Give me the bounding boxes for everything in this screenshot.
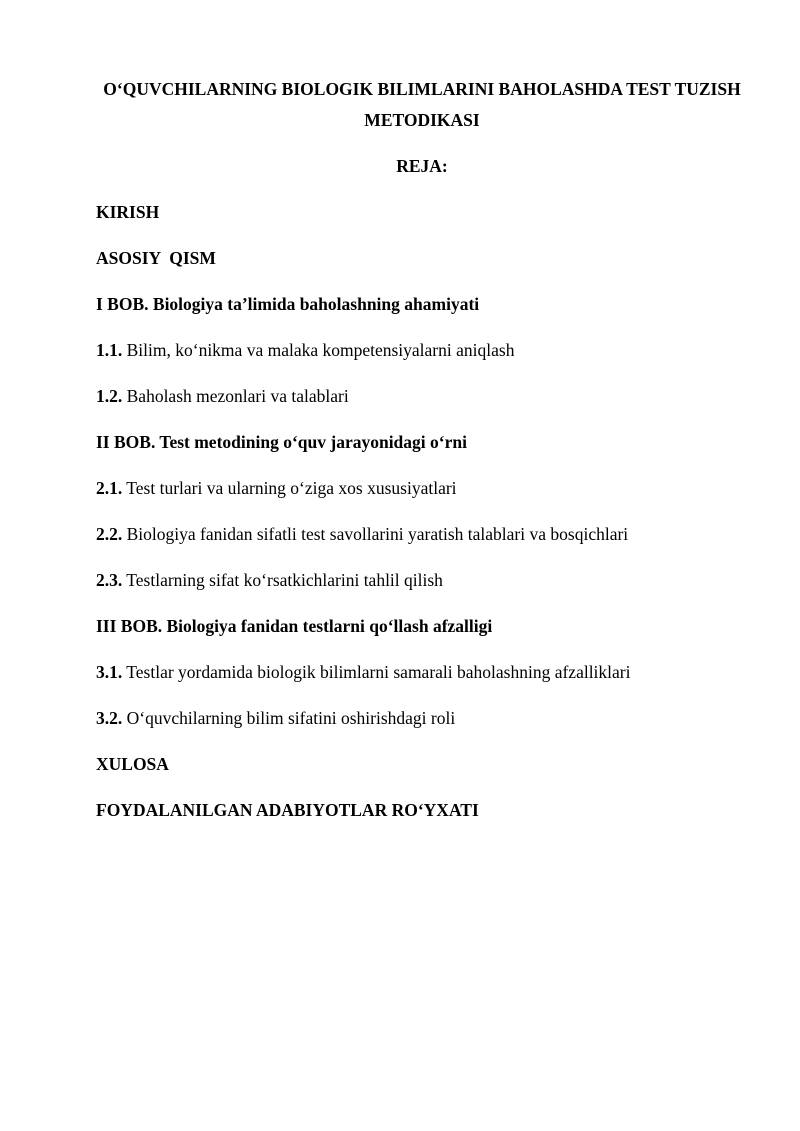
main-part-heading: ASOSIY QISM (96, 248, 216, 268)
plan-heading: REJA: (396, 156, 448, 176)
section-2-1 (96, 476, 756, 500)
section-number: 1.1. (96, 340, 123, 360)
section-number: 2.3. (96, 570, 123, 590)
section-1-2 (96, 384, 756, 408)
conclusion-heading: XULOSA (96, 754, 169, 774)
section-text: Bilim, ko‘nikma va malaka kompetensiyalarni aniqlash (122, 340, 515, 360)
chapter2-title: II BOB. Test metodining o‘quv jarayonidagi o‘rni (96, 432, 467, 452)
section-number: 3.1. (96, 662, 123, 682)
section-3-2 (96, 706, 756, 730)
chapter1-title: I BOB. Biologiya ta’limida baholashning ahamiyati (96, 294, 480, 314)
section-text: O‘quvchilarning bilim sifatini oshirishdagi roli (122, 708, 456, 728)
intro-heading: KIRISH (96, 202, 160, 222)
section-number: 1.2. (96, 386, 123, 406)
section-text: Testlar yordamida biologik bilimlarni samarali baholashning afzalliklari (122, 662, 631, 682)
chapter3-title: III BOB. Biologiya fanidan testlarni qo‘llash afzalligi (96, 616, 493, 636)
section-text: Test turlari va ularning o‘ziga xos xususiyatlari (122, 478, 457, 498)
references-heading: FOYDALANILGAN ADABIYOTLAR RO‘YXATI (96, 800, 479, 820)
section-1-1 (96, 338, 756, 362)
section-text: Biologiya fanidan sifatli test savollarini yaratish talablari va bosqichlari (122, 524, 629, 544)
section-text: Testlarning sifat ko‘rsatkichlarini tahlil qilish (122, 570, 443, 590)
section-2-3 (96, 568, 756, 592)
section-3-1 (96, 660, 756, 684)
document-title: O‘QUVCHILARNING BIOLOGIK BILIMLARINI BAHOLASHDA TEST TUZISH METODIKASI (103, 79, 741, 130)
section-2-2 (96, 522, 756, 546)
section-number: 2.2. (96, 524, 123, 544)
section-number: 2.1. (96, 478, 123, 498)
section-text: Baholash mezonlari va talablari (122, 386, 349, 406)
section-number: 3.2. (96, 708, 123, 728)
